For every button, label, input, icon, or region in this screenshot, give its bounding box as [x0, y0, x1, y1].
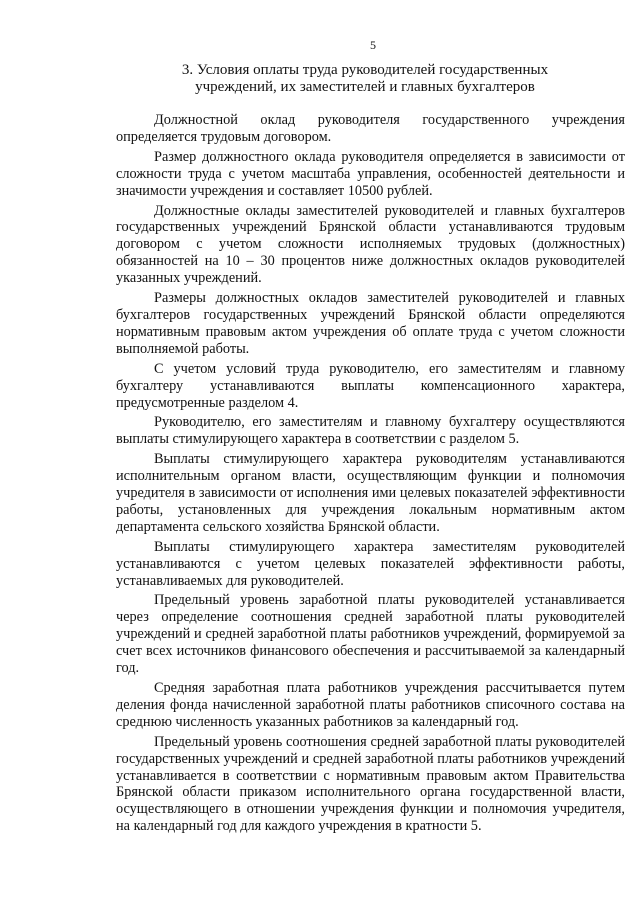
- paragraph: Предельный уровень соотношения средней заработной платы руководителей государственных учреждений и средней заработной платы работников учреждений устанавливается в соответствии с нормативным правовым актом Правительства Брянской области приказом исполнительного органа государственной власти, осуществляющего в отношении учреждения функции и полномочия учредителя, на календарный год для каждого учреждения в кратности 5.: [116, 733, 625, 835]
- paragraph: Средняя заработная плата работников учреждения рассчитывается путем деления фонда начисленной заработной платы работников списочного состава на среднюю численность указанных работников за календарный год.: [116, 680, 625, 730]
- paragraph: Должностной оклад руководителя государственного учреждения определяется трудовым договором.: [116, 112, 625, 145]
- page-number: 5: [370, 38, 376, 52]
- section-title: 3. Условия оплаты труда руководителей государственных учреждений, их заместителей и главных бухгалтеров: [181, 62, 549, 95]
- paragraph: Размер должностного оклада руководителя определяется в зависимости от сложности труда с учетом масштаба управления, особенностей деятельности и значимости учреждения и составляет 10500 рублей.: [116, 148, 625, 199]
- paragraph: Выплаты стимулирующего характера руководителям устанавливаются исполнительным органом власти, осуществляющим функции и полномочия учредителя в зависимости от исполнения ими целевых показателей эффективности работы, установленных для учреждения локальным нормативным актом департамента сельского хозяйства Брянской области.: [116, 451, 625, 535]
- paragraph: Должностные оклады заместителей руководителей и главных бухгалтеров государственных учреждений Брянской области устанавливаются трудовым договором с учетом сложности исполняемых трудовых (должностных) обязанностей на 10 – 30 процентов ниже должностных окладов руководителей указанных учреждений.: [116, 202, 625, 287]
- paragraph: С учетом условий труда руководителю, его заместителям и главному бухгалтеру устанавливаются выплаты компенсационного характера, предусмотренные разделом 4.: [116, 360, 625, 411]
- body-text: [116, 112, 625, 838]
- paragraph: Выплаты стимулирующего характера заместителям руководителей устанавливаются с учетом целевых показателей эффективности работы, устанавливаемых для руководителей.: [116, 538, 625, 589]
- paragraph: Размеры должностных окладов заместителей руководителей и главных бухгалтеров государственных учреждений Брянской области определяются нормативным правовым актом учреждения об оплате труда с учетом сложности выполняемой работы.: [116, 290, 625, 357]
- paragraph: Предельный уровень заработной платы руководителей устанавливается через определение соотношения средней заработной платы руководителей учреждений и средней заработной платы работников учреждений, формируемой за счет всех источников финансового обеспечения и рассчитываемой за календарный год.: [116, 592, 625, 677]
- paragraph: Руководителю, его заместителям и главному бухгалтеру осуществляются выплаты стимулирующего характера в соответствии с разделом 5.: [116, 414, 625, 448]
